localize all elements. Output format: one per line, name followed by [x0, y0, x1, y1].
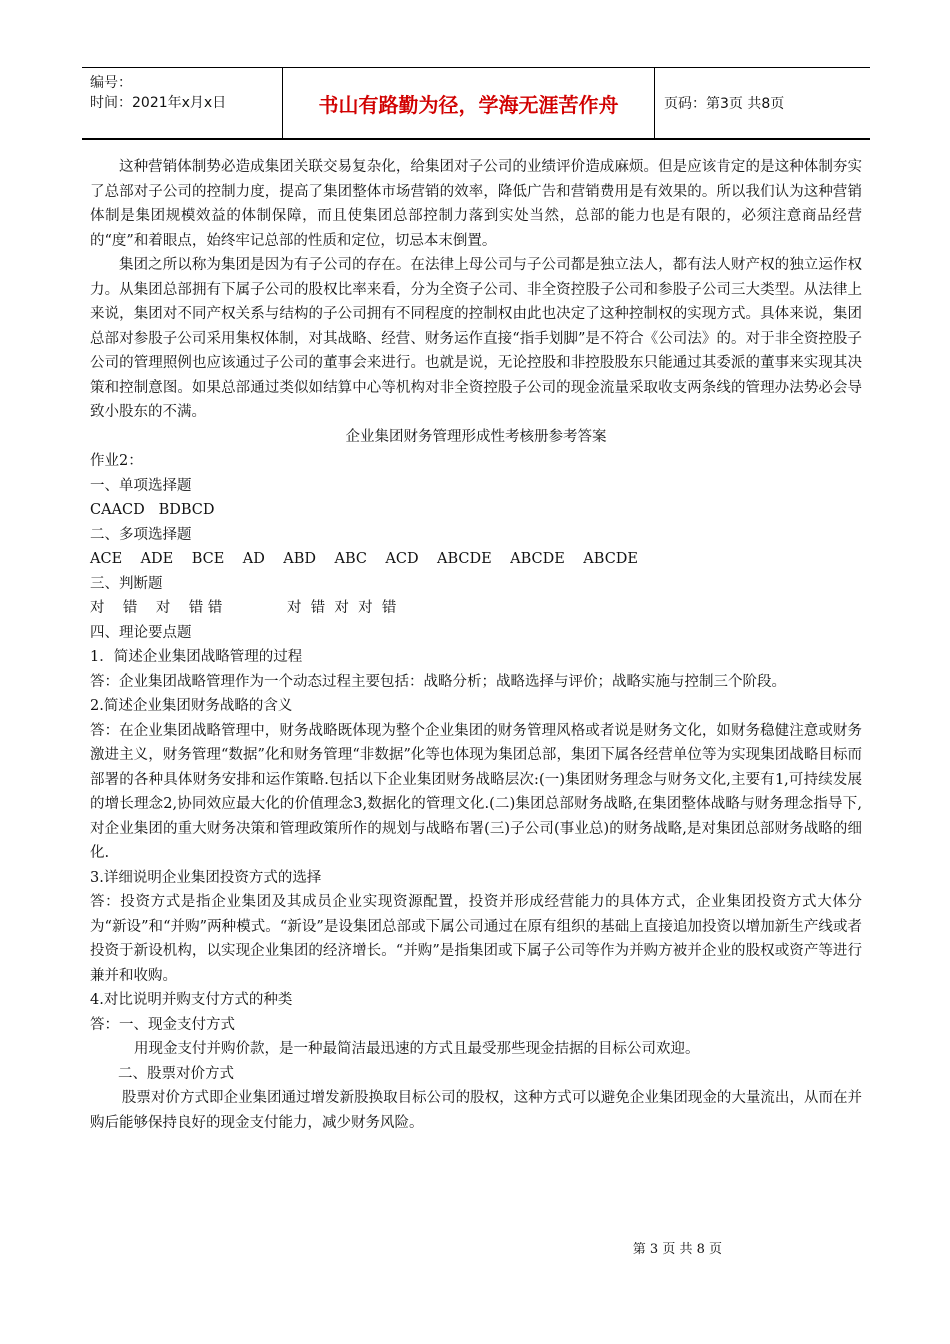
section-title: 企业集团财务管理形成性考核册参考答案	[345, 428, 607, 445]
answer-detail: 用现金支付并购价款，是一种最简洁最迅速的方式且最受那些现金拮据的目标公司欢迎。	[134, 1041, 700, 1057]
footer-page-number: 第 3 页 共 8 页	[632, 1242, 722, 1257]
answer-line: CAACD BDBCD	[90, 502, 215, 518]
date-label: 时间：2021年x月x日	[90, 95, 227, 111]
section-heading: 四、理论要点题	[90, 624, 192, 641]
paragraph: 集团之所以称为集团是因为有子公司的存在。在法律上母公司与子公司都是独立法人，都有法人财产权的独立运作权力。从集团总部拥有下属子公司的股权比率来看，分为全资子公司、非全资控股子公司和参股子公司三大类型。从法律上来说，集团对不同产权关系与结构的子公司拥有不同程度的控制权由此也决定了这种控制权的实现方式。具体来说，集团总部对参股子公司采用集权体制，对其战略、经营、财务运作直接“指手划脚”是不符合《公司法》的。对于非全资控股子公司的管理照例也应该通过子公司的董事会来进行。也就是说，无论控股和非控股股东只能通过其委派的董事来实现其决策和控制意图。如果总部通过类似如结算中心等机构对非全资控股子公司的现金流量采取收支两条线的管理办法势必会导致小股东的不满。	[90, 257, 862, 420]
page-footer	[0, 1238, 950, 1257]
answer: 答：投资方式是指企业集团及其成员企业实现资源配置，投资并形成经营能力的具体方式，企业集团投资方式大体分为“新设”和“并购”两种模式。“新设”是设集团总部或下属公司通过在原有组织的基础上直接追加投资以增加新生产线或者投资于新设机构，以实现企业集团的经济增长。“并购”是指集团或下属子公司等作为并购方被并企业的股权或资产等进行兼并和收购。	[90, 894, 862, 984]
section-heading: 一、单项选择题	[90, 477, 192, 494]
answer-subheading: 二、股票对价方式	[118, 1065, 234, 1082]
page-header	[82, 67, 870, 140]
question: 2.简述企业集团财务战略的含义	[90, 698, 293, 714]
homework-label: 作业2：	[90, 453, 143, 469]
answer: 答：企业集团战略管理作为一个动态过程主要包括：战略分析；战略选择与评价；战略实施与控制三个阶段。	[90, 673, 786, 690]
question: 1．简述企业集团战略管理的过程	[90, 649, 303, 665]
answer-line: ACE ADE BCE AD ABD ABC ACD ABCDE ABCDE ABCDE	[90, 551, 638, 567]
header-meta	[82, 68, 282, 138]
paragraph: 这种营销体制势必造成集团关联交易复杂化，给集团对子公司的业绩评价造成麻烦。但是应该肯定的是这种体制夯实了总部对子公司的控制力度，提高了集团整体市场营销的效率，降低广告和营销费用是有效果的。所以我们认为这种营销体制是集团规模效益的体制保障，而且使集团总部控制力落到实处当然，总部的能力也是有限的，必须注意商品经营的“度”和着眼点，始终牢记总部的性质和定位，切忌本末倒置。	[90, 159, 862, 249]
header-divider	[654, 68, 655, 138]
answer-detail: 股票对价方式即企业集团通过增发新股换取目标公司的股权，这种方式可以避免企业集团现金的大量流出，从而在并购后能够保持良好的现金支付能力，减少财务风险。	[90, 1090, 862, 1131]
number-label: 编号：	[90, 75, 132, 91]
header-page-info: 页码：第3页 共8页	[664, 96, 785, 112]
question: 4.对比说明并购支付方式的种类	[90, 992, 293, 1008]
section-heading: 三、判断题	[90, 575, 163, 592]
answer: 答：在企业集团战略管理中，财务战略既体现为整个企业集团的财务管理风格或者说是财务文化，如财务稳健注意或财务激进主义，财务管理“数据”化和财务管理“非数据”化等也体现为集团总部，集团下属各经营单位等为实现集团战略目标而部署的各种具体财务安排和运作策略.包括以下企业集团财务战略层次:(一)集团财务理念与财务文化,主要有1,可持续发展的增长理念2,协同效应最大化的价值理念3,数据化的管理文化.(二)集团总部财务战略,在集团整体战略与财务理念指导下,对企业集团的重大财务决策和管理政策所作的规划与战略布署(三)子公司(事业总)的财务战略,是对集团总部财务战略的细化.	[90, 722, 862, 861]
answer: 答：一、现金支付方式	[90, 1016, 235, 1033]
answer-line: 对 错 对 错 错 对 错 对 对 错	[90, 600, 397, 616]
question: 3.详细说明企业集团投资方式的选择	[90, 869, 322, 886]
section-heading: 二、多项选择题	[90, 526, 192, 543]
document-body	[90, 155, 862, 1135]
header-motto: 书山有路勤为径，学海无涯苦作舟	[318, 92, 619, 117]
